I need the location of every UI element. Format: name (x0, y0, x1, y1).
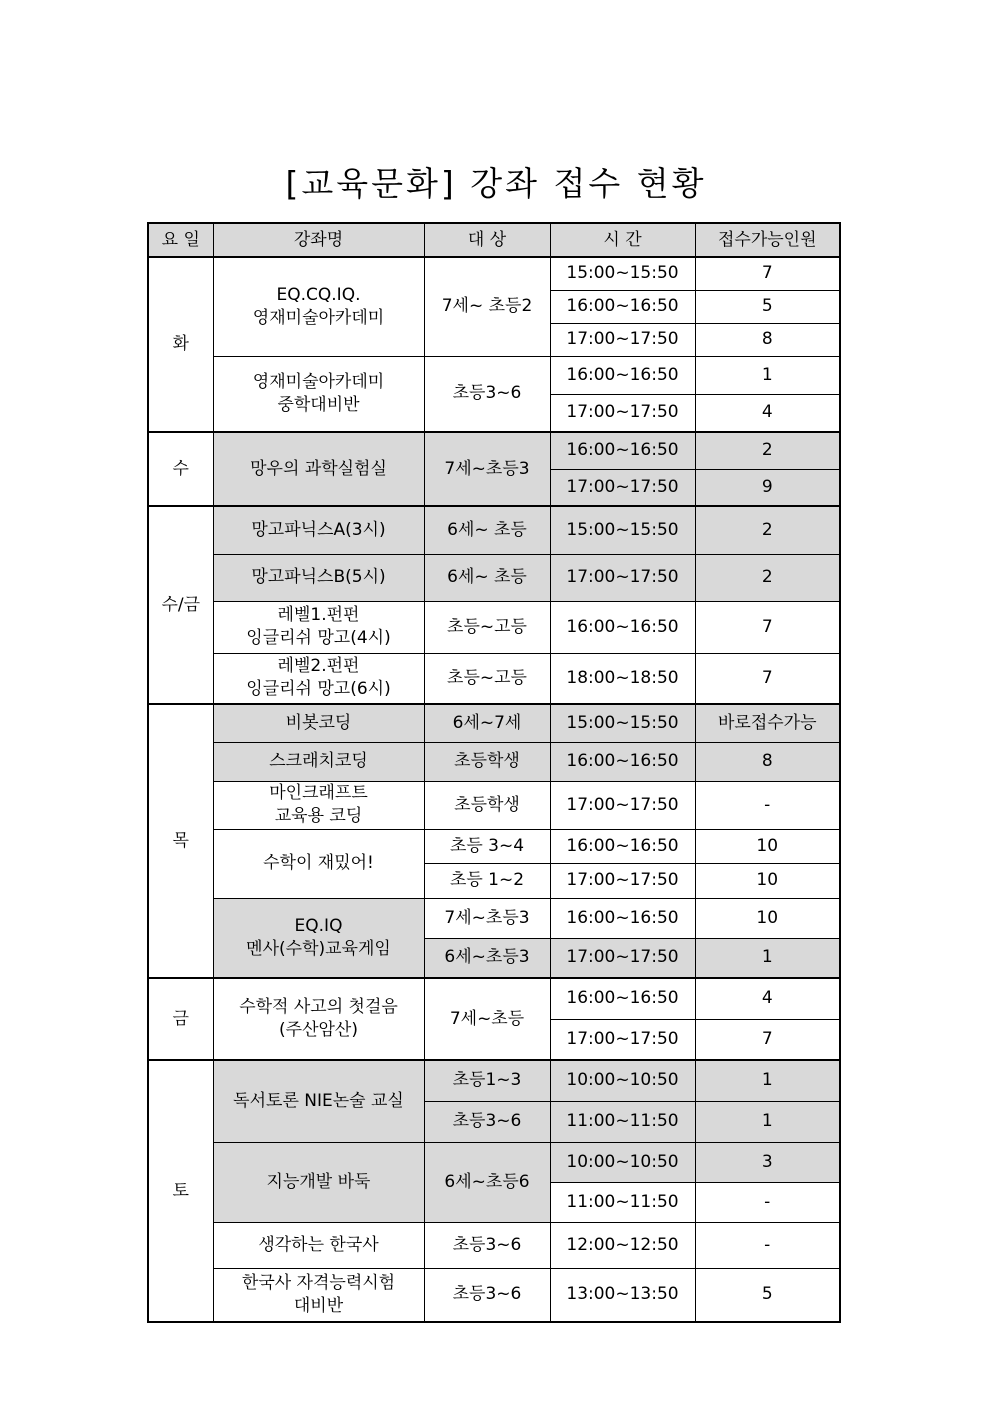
target-cell: 6세~ 초등 (424, 506, 550, 554)
table-row (148, 742, 840, 781)
capacity-cell: 4 (695, 394, 840, 432)
course-name: 망우의 과학실험실 (213, 432, 424, 506)
day-cell-sat: 토 (148, 1060, 213, 1322)
time-cell: 11:00~11:50 (550, 1101, 695, 1142)
time-cell: 18:00~18:50 (550, 653, 695, 704)
header-day: 요 일 (148, 223, 213, 257)
capacity-cell: 7 (695, 1019, 840, 1060)
target-cell: 7세~초등 (424, 978, 550, 1060)
course-name: EQ.CQ.IQ. 영재미술아카데미 (213, 257, 424, 356)
course-name: 스크래치코딩 (213, 742, 424, 781)
header-time: 시 간 (550, 223, 695, 257)
course-name: 레벨2.펀펀 잉글리쉬 망고(6시) (213, 653, 424, 704)
time-cell: 16:00~16:50 (550, 290, 695, 323)
time-cell: 15:00~15:50 (550, 704, 695, 742)
course-name: 레벨1.펀펀 잉글리쉬 망고(4시) (213, 601, 424, 653)
course-name: 망고파닉스B(5시) (213, 554, 424, 601)
time-cell: 15:00~15:50 (550, 506, 695, 554)
target-cell: 초등 1~2 (424, 863, 550, 898)
day-cell-wed: 수 (148, 432, 213, 506)
course-name: EQ.IQ 멘사(수학)교육게임 (213, 898, 424, 978)
page-title: [교육문화] 강좌 접수 현황 (285, 164, 707, 203)
capacity-cell: 10 (695, 898, 840, 938)
capacity-cell: 7 (695, 601, 840, 653)
time-cell: 15:00~15:50 (550, 257, 695, 290)
course-table (147, 222, 841, 1323)
capacity-cell: 1 (695, 938, 840, 978)
capacity-cell: 8 (695, 323, 840, 356)
course-name: 영재미술아카데미 중학대비반 (213, 356, 424, 432)
course-name: 독서토론 NIE논술 교실 (213, 1060, 424, 1142)
target-cell: 초등~고등 (424, 601, 550, 653)
time-cell: 10:00~10:50 (550, 1142, 695, 1182)
capacity-cell: 7 (695, 257, 840, 290)
course-name: 생각하는 한국사 (213, 1222, 424, 1268)
capacity-cell: - (695, 1182, 840, 1222)
target-cell: 6세~초등3 (424, 938, 550, 978)
course-name: 한국사 자격능력시험 대비반 (213, 1268, 424, 1322)
time-cell: 16:00~16:50 (550, 356, 695, 394)
target-cell: 초등 3~4 (424, 829, 550, 863)
capacity-cell: - (695, 1222, 840, 1268)
time-cell: 17:00~17:50 (550, 469, 695, 506)
target-cell: 초등3~6 (424, 356, 550, 432)
time-cell: 10:00~10:50 (550, 1060, 695, 1101)
target-cell: 7세~ 초등2 (424, 257, 550, 356)
course-name: 마인크래프트 교육용 코딩 (213, 781, 424, 829)
table-row (148, 1060, 840, 1101)
capacity-cell: 5 (695, 1268, 840, 1322)
header-target: 대 상 (424, 223, 550, 257)
target-cell: 초등3~6 (424, 1268, 550, 1322)
target-cell: 초등학생 (424, 742, 550, 781)
capacity-cell: 8 (695, 742, 840, 781)
time-cell: 16:00~16:50 (550, 829, 695, 863)
table-row (148, 653, 840, 704)
time-cell: 16:00~16:50 (550, 432, 695, 469)
header-capacity: 접수가능인원 (695, 223, 840, 257)
capacity-cell: 10 (695, 829, 840, 863)
table-row (148, 554, 840, 601)
capacity-cell: 5 (695, 290, 840, 323)
time-cell: 17:00~17:50 (550, 394, 695, 432)
time-cell: 17:00~17:50 (550, 938, 695, 978)
day-cell-tue: 화 (148, 257, 213, 432)
target-cell: 초등3~6 (424, 1222, 550, 1268)
table-row (148, 506, 840, 554)
table-row (148, 1142, 840, 1182)
course-name: 지능개발 바둑 (213, 1142, 424, 1222)
table-row (148, 432, 840, 469)
time-cell: 11:00~11:50 (550, 1182, 695, 1222)
target-cell: 6세~ 초등 (424, 554, 550, 601)
day-cell-fri: 금 (148, 978, 213, 1060)
table-row (148, 601, 840, 653)
capacity-cell: 2 (695, 432, 840, 469)
table-row (148, 1268, 840, 1322)
time-cell: 17:00~17:50 (550, 863, 695, 898)
table-row (148, 704, 840, 742)
time-cell: 17:00~17:50 (550, 1019, 695, 1060)
table-row (148, 781, 840, 829)
target-cell: 7세~초등3 (424, 432, 550, 506)
course-name: 수학적 사고의 첫걸음 (주산암산) (213, 978, 424, 1060)
capacity-cell: 9 (695, 469, 840, 506)
time-cell: 13:00~13:50 (550, 1268, 695, 1322)
time-cell: 17:00~17:50 (550, 781, 695, 829)
table-row (148, 829, 840, 863)
table-row (148, 257, 840, 290)
target-cell: 초등학생 (424, 781, 550, 829)
time-cell: 16:00~16:50 (550, 978, 695, 1019)
time-cell: 16:00~16:50 (550, 898, 695, 938)
capacity-cell: 2 (695, 554, 840, 601)
table-row (148, 356, 840, 394)
capacity-cell: 7 (695, 653, 840, 704)
capacity-cell: 1 (695, 1101, 840, 1142)
day-cell-wedfri: 수/금 (148, 506, 213, 704)
header-row (148, 223, 840, 257)
table-row (148, 898, 840, 938)
table-row (148, 978, 840, 1019)
time-cell: 17:00~17:50 (550, 323, 695, 356)
time-cell: 12:00~12:50 (550, 1222, 695, 1268)
day-cell-thu: 목 (148, 704, 213, 978)
capacity-cell: 바로접수가능 (695, 704, 840, 742)
target-cell: 6세~초등6 (424, 1142, 550, 1222)
target-cell: 초등1~3 (424, 1060, 550, 1101)
course-name: 수학이 재밌어! (213, 829, 424, 898)
target-cell: 초등3~6 (424, 1101, 550, 1142)
target-cell: 6세~7세 (424, 704, 550, 742)
target-cell: 7세~초등3 (424, 898, 550, 938)
time-cell: 16:00~16:50 (550, 601, 695, 653)
time-cell: 16:00~16:50 (550, 742, 695, 781)
capacity-cell: - (695, 781, 840, 829)
capacity-cell: 10 (695, 863, 840, 898)
capacity-cell: 3 (695, 1142, 840, 1182)
course-name: 비봇코딩 (213, 704, 424, 742)
time-cell: 17:00~17:50 (550, 554, 695, 601)
target-cell: 초등~고등 (424, 653, 550, 704)
capacity-cell: 1 (695, 1060, 840, 1101)
capacity-cell: 2 (695, 506, 840, 554)
course-name: 망고파닉스A(3시) (213, 506, 424, 554)
header-course: 강좌명 (213, 223, 424, 257)
capacity-cell: 4 (695, 978, 840, 1019)
table-row (148, 1222, 840, 1268)
capacity-cell: 1 (695, 356, 840, 394)
